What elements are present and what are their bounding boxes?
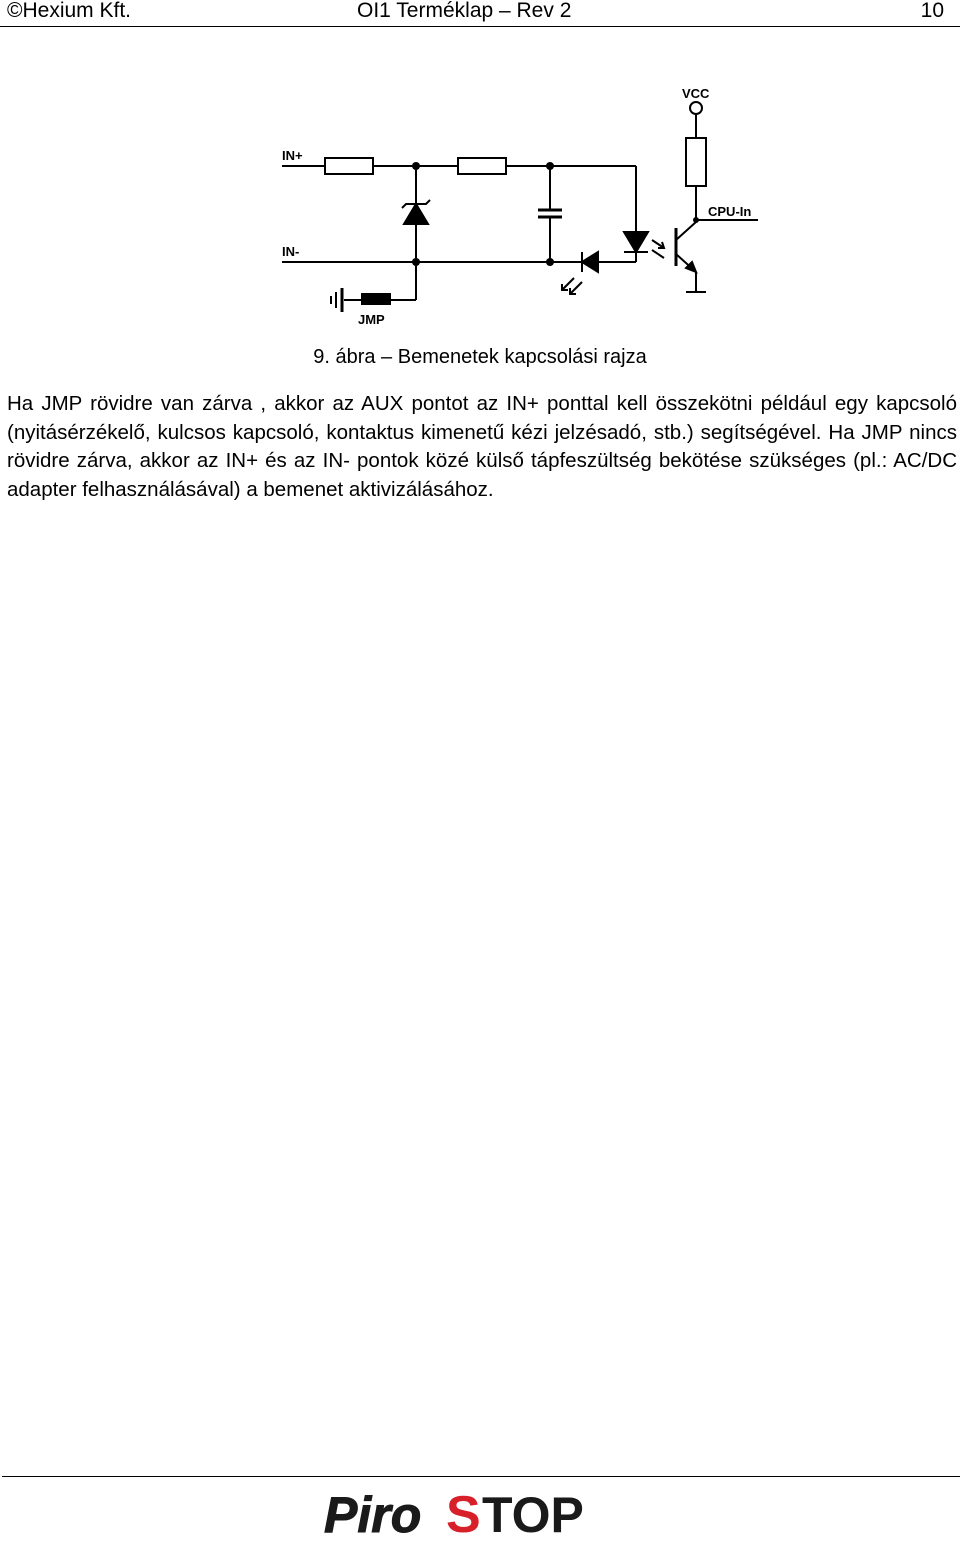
page-header [0, 0, 960, 27]
optocoupler-led [624, 232, 648, 252]
pullup-resistor [686, 138, 706, 186]
resistor-1 [325, 158, 373, 174]
indicator-led [582, 252, 598, 272]
logo-top: TOP [482, 1488, 584, 1540]
body-paragraph: Ha JMP rövidre van zárva , akkor az AUX pontot az IN+ ponttal kell összekötni például egy kapcsoló (nyitásérzékelő, kulcsos kapcsoló, kontaktus kimenetű kézi jelzésadó, stb.) segítségével. Ha JMP nincs rövidre zárva, akkor az IN+ és az IN- pontok közé külső tápfeszültség bekötése szükséges (pl.: AC/DC adapter felhasználásával) a bemenet aktivizálásához. [7, 392, 957, 501]
resistor-2 [458, 158, 506, 174]
logo-s: S [446, 1488, 481, 1540]
company-copyright: ©Hexium Kft. [7, 0, 132, 22]
page-number: 10 [920, 0, 944, 22]
jumper [362, 294, 390, 304]
figure-caption: 9. ábra – Bemenetek kapcsolási rajza [313, 346, 647, 368]
label-vcc: VCC [682, 86, 710, 101]
footer-divider [2, 1476, 960, 1477]
label-in-minus: IN- [282, 244, 300, 259]
input-circuit-schematic [270, 80, 770, 330]
logo-piro: Piro [324, 1488, 422, 1540]
zener-diode [404, 204, 428, 224]
pirostop-logo [320, 1488, 640, 1540]
label-in-plus: IN+ [282, 148, 303, 163]
label-jmp: JMP [358, 312, 385, 327]
label-cpu-in: CPU-In [708, 204, 752, 219]
document-title: OI1 Terméklap – Rev 2 [357, 0, 572, 22]
